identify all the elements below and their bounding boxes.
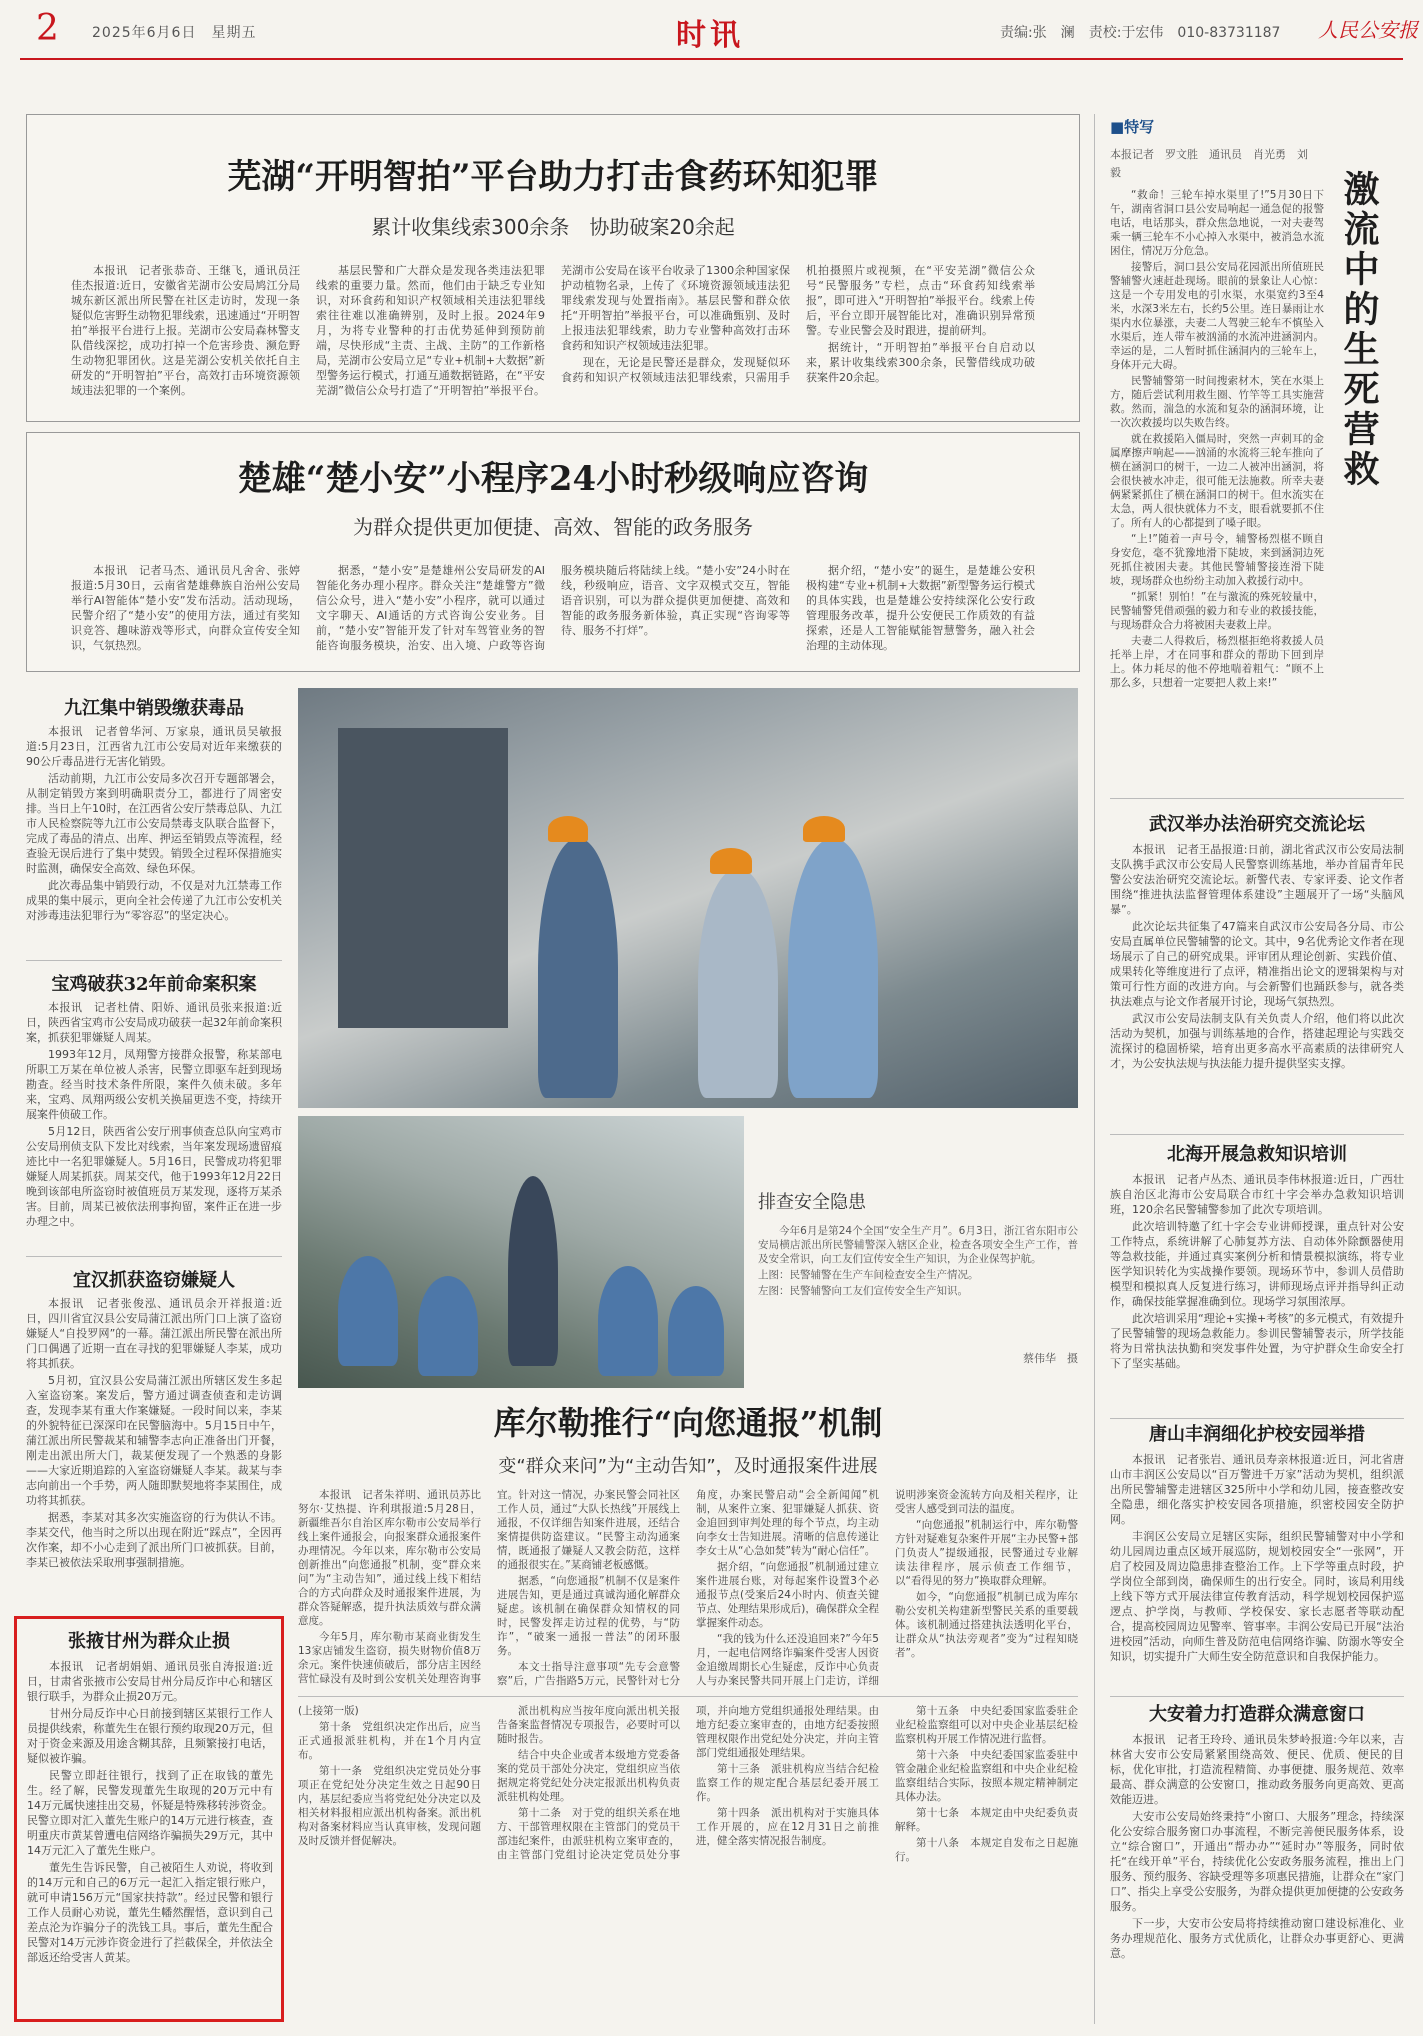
divider bbox=[1110, 1134, 1404, 1135]
column-divider bbox=[1094, 114, 1095, 2024]
brief-wuhan-title: 武汉举办法治研究交流论坛 bbox=[1149, 814, 1365, 835]
paragraph: 夫妻二人得救后，杨烈椹拒绝将救援人员托举上岸，才在同事和群众的帮助下回到岸上。体力耗尽的他不停地喘着粗气：“顾不上那么多，只想着一定要把人救上来!” bbox=[1110, 635, 1324, 689]
paragraph: 活动前期，九江市公安局多次召开专题部署会，从制定销毁方案到明确职责分工，都进行了周密安排。当日上午10时，在江西省公安厅禁毒总队、九江市人民检察院等九江市公安局禁毒支队联合监督下，完成了毒品的清点、出库、押运至销毁点等流程，经查验无误后进行了集中焚毁。销毁全过程环保措施实时监测，确保安全高效、绿色环保。 bbox=[26, 772, 282, 875]
worker-figure bbox=[548, 816, 588, 842]
paragraph: 5月初，宜汉县公安局蒲江派出所辖区发生多起入室盗窃案。案发后，警方通过调查侦查和走访调查，发现李某有重大作案嫌疑。一段时间以来，李某的外貌特征已深深印在民警脑海中。5月15日中午，蒲江派出所民警裁某和辅警李志向正准备出门开餐，刚走出派出所大门，裁某便发现了一个熟悉的身影——大家近期追踪的入室盗窃嫌疑人李某。裁某与李志向前出一个手势，两人随即默契地将李某围住，成功将其抓获。 bbox=[26, 1374, 282, 1507]
paragraph: 此次培训特邀了红十字会专业讲师授课，重点针对公安工作特点，系统讲解了心肺复苏方法、自动体外除颤器使用等急救技能，并通过真实案例分析和情景模拟演练，将专业医学知识转化为实战操作要领。现场环节中，参训人员借助模型和模拟真人反复进行练习，讲师现场点评并指导纠正动作，确保技能掌握准确到位。现场学习氛围浓厚。 bbox=[1110, 1220, 1404, 1308]
brief-zhangye-body bbox=[27, 1659, 273, 2015]
worker-figure bbox=[788, 838, 878, 1098]
masthead-rule bbox=[20, 58, 1403, 60]
section-title: 时讯 bbox=[676, 18, 744, 53]
brief-baoji-title: 宝鸡破获32年前命案积案 bbox=[51, 974, 257, 995]
article-korla-title: 库尔勒推行“向您通报”机制 bbox=[493, 1404, 883, 1442]
paragraph: 本报讯 记者王晶报道:日前，湖北省武汉市公安局法制支队携手武汉市公安局人民警察训练基地，举办首届青年民警公安法治研究交流论坛。新警代表、专家评委、论文作者围绕“推进执法监督管理体系建设”主题展开了一场“头脑风暴”。 bbox=[1110, 843, 1404, 916]
paragraph: 据悉，李某对其多次实施盗窃的行为供认不讳。李某交代，他当时之所以出现在附近“踩点”，全因再次作案，却不小心走到了派出所门口被抓获。目前，李某已被依法采取刑事强制措施。 bbox=[26, 1511, 282, 1569]
paragraph: 民警辅警第一时间搜索材木，笑在水渠上方，随后尝试利用救生圈、竹竿等工具实施营救。然而，湍急的水流和复杂的涵洞环境，让一次次救援均以失败告终。 bbox=[1110, 375, 1324, 429]
paragraph: 第十二条 对于党的组织关系在地方、干部管理权限在主管部门的党员干部违纪案件，由派驻机构立案审查的，由主管部门党组讨论决定党员处分事项，并向地方党组织通报处理结果。由地方纪委立案审查的，由地方纪委按照管理权限作出党纪处分决定，并向主管部门党组通报处理结果。 bbox=[497, 1705, 879, 1861]
article-wuhu bbox=[26, 114, 1080, 422]
caption-title: 排查安全隐患 bbox=[758, 1192, 866, 1213]
paragraph: 本文士指导注意事项“先专会意警察”后，广告指路5万元，民警针对七分角度，办案民警启动“会全新闻闻”机制，从案件立案、犯罪嫌疑人抓获、资金追回到审判处理的每个节点，均主动向李女士告知进展。清晰的信息传递让李女士从“心急如焚”转为“耐心信任”。 bbox=[497, 1489, 879, 1687]
paragraph: 第十一条 党组织决定党员处分事项正在党纪处分决定生效之日起90日内，基层纪委应当将党纪处分决定以及相关材料报相应派出机构备案。派出机构对备案材料应当认真审核，发现问题及时反馈并督促解决。 bbox=[298, 1765, 481, 1847]
brief-beihai-title: 北海开展急救知识培训 bbox=[1167, 1144, 1347, 1165]
paragraph: 派出机构应当按年度向派出机关报告备案监督情况专项报告，必要时可以随时报告。 bbox=[497, 1705, 680, 1745]
paragraph: “抓紧！别怕！”在与激流的殊死较量中，民警辅警凭借顽强的毅力和专业的救援技能，与现场群众合力将被困夫妻救上岸。 bbox=[1110, 591, 1324, 631]
paragraph: 据介绍，“楚小安”的诞生，是楚雄公安积极构建“专业+机制+大数据”新型警务运行模式的具体实践，也是楚雄公安持续深化公安行政管理服务改革，提升公安便民工作质效的有益探索，还是人工智能赋能智慧警务，融入社会治理的主动体现。 bbox=[806, 564, 1035, 652]
brief-yihan-body bbox=[26, 1296, 282, 1608]
paragraph: “上!”随着一声号令，辅警杨烈椹不顾自身安危，毫不犹豫地滑下陡坡，来到涵洞边死死抓住被困夫妻。其他民警辅警接连滑下陡坡，现场群众也纷纷主动加入救援行动中。 bbox=[1110, 533, 1324, 587]
article-wuhu-body bbox=[71, 263, 1035, 415]
photo-main-workshop bbox=[298, 688, 1078, 1108]
paragraph: 本报讯 记者朱祥明、通讯员苏比努尔·艾热提、许利琪报道:5月28日，新疆维吾尔自治区库尔勒市公安局举行线上案件通报会，向报案群众通报案件办理情况。今年以来，库尔勒市公安局创新推出“向您通报”机制，变“群众来问”为“主动告知”，通过线上线下相结合的方式向群众及时通报案件进展，为群众答疑解惑，提升执法质效与群众满意度。 bbox=[298, 1489, 481, 1627]
paragraph: 接警后，洞口县公安局花园派出所值班民警辅警火速赶赴现场。眼前的景象让人心惊：这是一个专用发电的引水渠，水渠宽约3至4米，水深3米左右，长约5公里。连日暴雨让水渠内水位暴涨，夫妻二人驾驶三轮车不慎坠入水渠后，连人带车被汹涌的水流冲进涵洞内。幸运的是，二人暂时抓住涵洞内的三轮车上，身体开元大碍。 bbox=[1110, 261, 1324, 371]
paragraph: 本报讯 记者曾华河、万家泉，通讯员吴敏报道:5月23日，江西省九江市公安局对近年来缴获的90公斤毒品进行无害化销毁。 bbox=[26, 725, 282, 768]
paragraph: 下一步，大安市公安局将持续推动窗口建设标准化、业务办理规范化、服务方式优质化，让群众办事更舒心、更满意。 bbox=[1110, 1917, 1404, 1960]
paragraph: 现在，无论是民警还是群众，发现疑似环食药和知识产权领域违法犯罪线索，只需用手机拍摄照片或视频，在“平安芜湖”微信公众号“民警服务”专栏，点击“环食药知线索举报”，即可进入“开明智拍”举报平台。线索上传后，平台立即开展智能比对，准确识别异常预警。专业民警会及时跟进，提前研判。 bbox=[561, 264, 1035, 384]
paragraph: 大安市公安局始终秉持“小窗口、大服务”理念，持续深化公安综合服务窗口办事流程，不断完善便民服务体系，设立“综合窗口”，开通出“帮办办”“延时办”等服务，同时依托“在线开单”平台，持续优化公安政务服务流程，推出上门服务、预约服务、容缺受理等多项惠民措施，让群众在“家门口”、指尖上享受公安服务，为群众提供更加便捷的公安政务服务。 bbox=[1110, 1810, 1404, 1913]
paragraph: 本报讯 记者张岩、通讯员寿亲林报道:近日，河北省唐山市丰润区公安局以“百万警进千万家”活动为契机，组织派出所民警辅警走进辖区325所中小学和幼儿园，接查整改安全隐患，细化落实护校安园各项措施，织密校园安全防护网。 bbox=[1110, 1453, 1404, 1526]
paragraph: “向您通报”机制运行中，库尔勒警方针对疑难复杂案件开展“主办民警+部门负责人”提级通报，民警通过专业解读法律程序，展示侦查工作细节，以“看得见的努力”换取群众理解。 bbox=[895, 1519, 1078, 1587]
divider bbox=[1110, 1696, 1404, 1697]
worker-figure bbox=[598, 1266, 658, 1376]
article-wuhu-subtitle: 累计收集线索300余条 协助破案20余起 bbox=[371, 215, 735, 239]
paragraph: 就在救援陷入僵局时，突然一声刺耳的金属摩擦声响起——汹涌的水流将三轮车推向了横在涵洞口的树干，一边二人被冲出涵洞，将会很快被水冲走，很可能无法施救。所幸夫妻俩紧紧抓住了横在涵洞口的树干。但水流实在太急，两人很快就体力不支，眼看就要抓不住了。所有人的心都提到了嗓子眼。 bbox=[1110, 433, 1324, 529]
paragraph: 第十五条 中央纪委国家监委驻企业纪检监察组可以对中央企业基层纪检监察机构开展工作情况进行监督。 bbox=[895, 1705, 1078, 1745]
paragraph: 武汉市公安局法制支队有关负责人介绍，他们将以此次活动为契机，加强与训练基地的合作，搭建起理论与实践交流探讨的稳固桥梁，培育出更多高水平高素质的法律研究人才，为公安执法规与执法能力提升提供坚实支撑。 bbox=[1110, 1012, 1404, 1070]
paragraph: 甘州分局反诈中心日前接到辖区某银行工作人员提供线索，称董先生在银行预约取现20万元，但对于资金来源及用途含糊其辞，且频繁接打电话，疑似被诈骗。 bbox=[27, 1707, 273, 1765]
divider bbox=[26, 960, 282, 961]
feature-body bbox=[1110, 188, 1324, 756]
paragraph: 第十三条 派驻机构应当结合纪检监察工作的规定配合基层纪委开展工作。 bbox=[696, 1763, 879, 1803]
paragraph: 据悉，“向您通报”机制不仅是案件进展告知，更是通过真诚沟通化解群众疑虑。该机制在确保群众知情权的同时，民警发挥走访过程的优势，与“防诈”，“破案一通报一普法”的闭环服务。 bbox=[497, 1575, 680, 1657]
paragraph: 第十四条 派出机构对于实施具体工作开展的，应在12月31日之前推进，健全落实情况报告制度。 bbox=[696, 1807, 879, 1847]
paragraph: 本报讯 记者胡娟娟、通讯员张自涛报道:近日，甘肃省张掖市公安局甘州分局反诈中心和辖区银行联手，为群众止损20万元。 bbox=[27, 1660, 273, 1703]
paragraph: 董先生告诉民警，自己被陌生人劝说，将收到的14万元和自己的6万元一起汇入指定银行账户，就可申请156万元“国家扶持款”。经过民警和银行工作人员耐心劝说，董先生幡然醒悟，意识到自己差点沦为诈骗分子的洗钱工具。事后，董先生配合民警对14万元涉诈资金进行了拦截保全，并依法全部返还给受害人黄某。 bbox=[27, 1861, 273, 1964]
brief-jiujiang-title: 九江集中销毁缴获毒品 bbox=[64, 698, 244, 719]
article-korla-body bbox=[298, 1488, 1078, 1688]
paragraph: 结合中央企业或者本级地方党委备案的党员干部处分决定，党组织应当依据规定将党纪处分决定报派出机构负责派驻机构处理。 bbox=[497, 1749, 680, 1803]
paragraph: (上接第一版) bbox=[298, 1705, 359, 1717]
newspaper-logo: 人民公安报 bbox=[1318, 18, 1418, 42]
paragraph: 基层民警和广大群众是发现各类违法犯罪线索的重要力量。然而，他们由于缺乏专业知识，对环食药和知识产权领域相关违法犯罪线索往往难以准确辨别，及时上报。2024年9月，为将专业警种的打击优势延伸到预防前端，尽快形成“主责、主战、主防”的工作新格局，芜湖市公安局立足“专业+机制+大数据”新型警务运行模式，打通互通数据链路，在“平安芜湖”微信公众号打造了“开明智拍”举报平台。芜湖市公安局在该平台收录了1300余种国家保护动植物名录，上传了《环境资源领域违法犯罪线索发现与处置指南》。基层民警和群众依托“开明智拍”举报平台，可以准确甄别、及时上报违法犯罪线索，助力专业警种高效打击环食药和知识产权领域违法犯罪。 bbox=[316, 264, 790, 397]
paragraph: 本报讯 记者张恭奇、王继飞，通讯员汪佳杰报道:近日，安徽省芜湖市公安局鸠江分局城东新区派出所民警在社区走访时，发现一条疑似危害野生动物犯罪线索，迅速通过“开明智拍”举报平台进行上报。芜湖市公安局森林警支队借线深挖，成功打掉一个危害珍贵、濒危野生动物犯罪团伙。这是芜湖公安机关依托自主研发的“开明智拍”平台，高效打击环境资源领域违法犯罪的一个案例。 bbox=[71, 264, 300, 397]
paragraph: 本报讯 记者张俊泓、通讯员余开祥报道:近日，四川省宜汉县公安局蒲江派出所门口上演了盗窃嫌疑人“自投罗网”的一幕。蒲江派出所民警在派出所门口偶遇了近期一直在寻找的犯罪嫌疑人李某，成功将其抓获。 bbox=[26, 1297, 282, 1370]
photo-credit: 蔡伟华 摄 bbox=[1023, 1352, 1078, 1365]
editor-credits: 责编:张 澜 责校:于宏伟 010-83731187 bbox=[1000, 25, 1281, 41]
brief-jiujiang-body bbox=[26, 724, 282, 950]
brief-daan-body bbox=[1110, 1732, 1404, 2024]
article-regulation-body bbox=[298, 1704, 1078, 2024]
paragraph: 此次论坛共征集了47篇来自武汉市公安局各分局、市公安局直属单位民警辅警的论文。其中，9名优秀论文作者在现场展示了自己的研究成果。评审团从理论创新、实践价值、成果转化等维度进行了点评，精准指出论文的逻辑架构与对策可行性方面的改进方向。与会新警们也踊跃参与，就各类执法难点与论文作者展开讨论，现场气氛热烈。 bbox=[1110, 920, 1404, 1008]
divider bbox=[1110, 1418, 1404, 1419]
worker-figure bbox=[698, 868, 778, 1098]
divider bbox=[298, 1696, 1078, 1697]
brief-daan-title: 大安着力打造群众满意窗口 bbox=[1149, 1704, 1365, 1725]
brief-wuhan-body bbox=[1110, 842, 1404, 1124]
paragraph: 民警立即赶往银行，找到了正在取钱的董先生。经了解，民警发现董先生取现的20万元中有14万元属快速挂出交易，怀疑是特殊移转涉资金。民警立即对汇入董先生账户的14万元进行核查，查明重庆市黄某曾遭电信网络诈骗损失29万元，其中14万元汇入了董先生账户。 bbox=[27, 1769, 273, 1857]
brief-tangshan-body bbox=[1110, 1452, 1404, 1688]
worker-figure bbox=[508, 1176, 558, 1366]
paragraph: 1993年12月，凤翔警方接群众报警，称某部电所职工万某在单位被人杀害，民警立即驱车赶到现场勘查。经当时技术条件所限，案件久侦未破。多年来，宝鸡、凤翔两级公安机关换届更迭不变，持续开展案件侦破工作。 bbox=[26, 1048, 282, 1121]
article-chuxiong bbox=[26, 432, 1080, 672]
worker-figure bbox=[338, 1256, 398, 1366]
feature-vertical-title: 激流中的生死营救 bbox=[1338, 170, 1380, 490]
paragraph: 据介绍，“向您通报”机制通过建立案件进展台账，对每起案件设置3个必通报节点(受案后24小时内、侦查关键节点、处理结果形成后)，确保群众全程掌握案件动态。 bbox=[696, 1561, 879, 1629]
paragraph: 第十六条 中央纪委国家监委驻中管金融企业纪检监察组和中央企业纪检监察组结合实际，按照本规定精神制定具体办法。 bbox=[895, 1749, 1078, 1803]
paragraph: 上图：民警辅警在生产车间检查安全生产情况。 bbox=[758, 1269, 979, 1281]
caption-text bbox=[758, 1224, 1078, 1344]
paragraph: 今年5月，库尔勒市某商业街发生13家店铺发生盗窃，损失财物价值8万余元。案件快速侦破后，部分店主因经营忙碌没有及时到公安机关处理咨询事宜。针对这一情况，办案民警会同社区工作人员，通过“大队长热线”开展线上通报，不仅详细告知案件进展，还结合案情提供防盗建议。“民警主动沟通案情，既通报了嫌疑人又教会防范，这样的通报很实在。”某商铺老板感慨。 bbox=[298, 1489, 680, 1685]
paragraph: 本报讯 记者卢丛杰、通讯员李伟林报道:近日，广西壮族自治区北海市公安局联合市红十字会举办急救知识培训班，120余名民警辅警参加了此次专项培训。 bbox=[1110, 1173, 1404, 1216]
paragraph: 据统计，“开明智拍”举报平台自启动以来，累计收集线索300余条，民警借线成功破获案件20余起。 bbox=[806, 341, 1035, 384]
photo-caption bbox=[758, 1188, 1078, 1384]
paragraph: 本报讯 记者杜倩、阳娇、通讯员张来报道:近日，陕西省宝鸡市公安局成功破获一起32年前命案积案，抓获犯罪嫌疑人周某。 bbox=[26, 1001, 282, 1044]
divider bbox=[1110, 798, 1404, 799]
article-chuxiong-title: 楚雄“楚小安”小程序24小时秒级响应咨询 bbox=[237, 459, 869, 499]
worker-figure bbox=[538, 838, 618, 1098]
brief-zhangye-highlight bbox=[14, 1616, 284, 2022]
photo-inset-training bbox=[298, 1116, 744, 1388]
worker-figure bbox=[710, 848, 752, 874]
feature-reporters: 本报记者 罗文胜 通讯员 肖光勇 刘 毅 bbox=[1110, 148, 1319, 179]
machine-block bbox=[338, 728, 508, 1028]
brief-tangshan-title: 唐山丰润细化护校安园举措 bbox=[1149, 1424, 1365, 1445]
paragraph: 今年6月是第24个全国“安全生产月”。6月3日，浙江省东阳市公安局横店派出所民警辅警深入辖区企业，检查各项安全生产工作，普及安全常识，向工友们宣传安全生产知识，为企业保驾护航。 bbox=[758, 1225, 1078, 1265]
feature-tag: ■特写 bbox=[1110, 118, 1155, 136]
worker-figure bbox=[418, 1276, 478, 1376]
issue-date: 2025年6月6日 星期五 bbox=[92, 25, 257, 41]
page-number: 2 bbox=[36, 8, 59, 49]
divider bbox=[26, 1256, 282, 1257]
worker-figure bbox=[803, 816, 845, 842]
paragraph: 第十七条 本规定由中央纪委负责解释。 bbox=[895, 1807, 1078, 1833]
worker-figure bbox=[668, 1286, 724, 1376]
article-wuhu-title: 芜湖“开明智拍”平台助力打击食药环知犯罪 bbox=[227, 157, 879, 197]
paragraph: 据悉，“楚小安”是楚雄州公安局研发的AI智能化务办理小程序。群众关注“楚雄警方”微信公众号，进入“楚小安”小程序，就可以通过文字聊天、AI通话的方式咨询公安业务。目前，“楚小安”智能开发了针对车驾管业务的智能咨询服务模块，治安、出入境、户政等咨询服务模块随后将陆续上线。“楚小安”24小时在线，秒级响应，语音、文字双模式交互，智能语音识别，可以为群众提供更加便捷、高效和智能的政务服务新体验，真正实现“咨询零等待、服务不打烊”。 bbox=[316, 564, 790, 652]
paragraph: 本报讯 记者王玲玲、通讯员朱梦岭报道:今年以来，吉林省大安市公安局紧紧围绕高效、便民、优质、便民的目标，优化审批，打造流程精简、办事便捷、服务规范、效率最高、群众满意的公安窗口，推动政务服务向更高效、更高效能迈进。 bbox=[1110, 1733, 1404, 1806]
paragraph: 本报讯 记者马杰、通讯员凡舍舍、张婷报道:5月30日，云南省楚雄彝族自治州公安局举行AI智能体“楚小安”发布活动。活动现场，民警介绍了“楚小安”的使用方法，通过有奖知识竞答、趣味游戏等形式，向群众宣传安全知识，气氛热烈。 bbox=[71, 564, 300, 652]
brief-yihan-title: 宜汉抓获盗窃嫌疑人 bbox=[73, 1270, 235, 1291]
article-korla-subtitle: 变“群众来问”为“主动告知”，及时通报案件进展 bbox=[498, 1456, 878, 1477]
brief-zhangye-title: 张掖甘州为群众止损 bbox=[68, 1631, 230, 1652]
paragraph: 左图：民警辅警向工友们宣传安全生产知识。 bbox=[758, 1285, 968, 1297]
paragraph: 此次培训采用“理论+实操+考核”的多元模式，有效提升了民警辅警的现场急救能力。参训民警辅警表示，所学技能将为日常执法执勤和突发事件处置，为守护群众生命安全打下了坚实基础。 bbox=[1110, 1312, 1404, 1370]
paragraph: “救命！三轮车掉水渠里了!”5月30日下午，湖南省洞口县公安局响起一通急促的报警电话，电话那头，群众焦急地说，一对夫妻驾乘一辆三轮车不小心掉入水渠中，被消急水流困住，情况万分危急。 bbox=[1110, 189, 1324, 257]
paragraph: “我的钱为什么还没追回来?”今年5月，一起电信网络诈骗案件受害人因资金追缴周期长心生疑虑，反诈中心负责人与办案民警共同开展上门走访，详细说明涉案资金流转方向及相关程序，让受害人感受到司法的温度。 bbox=[696, 1489, 1078, 1687]
article-chuxiong-body bbox=[71, 563, 1035, 663]
paragraph: 此次毒品集中销毁行动，不仅是对九江禁毒工作成果的集中展示，更向全社会传递了九江市公安机关对涉毒违法犯罪行为“零容忍”的坚定决心。 bbox=[26, 879, 282, 922]
paragraph: 如今，“向您通报”机制已成为库尔勒公安机关构建新型警民关系的重要载体。该机制通过搭建执法透明化平台，让群众从“执法旁观者”变为“过程知晓者”。 bbox=[895, 1591, 1078, 1659]
paragraph: 5月12日，陕西省公安厅刑事侦查总队向宝鸡市公安局刑侦支队下发比对线索，当年案发现场遗留痕迹比中一名犯罪嫌疑人。5月16日，民警成功将犯罪嫌疑人周某抓获。周某交代，他于1993年12月22日晚到该部电所盗窃时被值班员万某发现，逐将万某杀害。目前，周某已被依法刑事拘留，案件正在进一步办理之中。 bbox=[26, 1125, 282, 1228]
article-chuxiong-subtitle: 为群众提供更加便捷、高效、智能的政务服务 bbox=[353, 515, 753, 539]
brief-baoji-body bbox=[26, 1000, 282, 1244]
paragraph: 第十八条 本规定自发布之日起施行。 bbox=[895, 1837, 1078, 1863]
brief-beihai-body bbox=[1110, 1172, 1404, 1412]
paragraph: 第十条 党组织决定作出后，应当正式通报派驻机构，并在1个月内宣布。 bbox=[298, 1721, 481, 1761]
paragraph: 丰润区公安局立足辖区实际，组织民警辅警对中小学和幼儿园周边重点区域开展巡防，规划校园安全“一张网”，开启了校园及周边隐患排查整治工作。上下学等重点时段，护学岗位全部到岗，确保师生的出行安全。同时，该局利用线上线下等方式开展法律宣传教育活动，科学规划校园保护巡逻点、护学岗，与教师、学校保安、家长志愿者等联动配合，提高校园周边见警率、管事率。丰润公安局已开展“法治进校园”活动，向师生普及防范电信网络诈骗、防溺水等安全知识，切实提升广大师生安全防范意识和自我保护能力。 bbox=[1110, 1530, 1404, 1663]
